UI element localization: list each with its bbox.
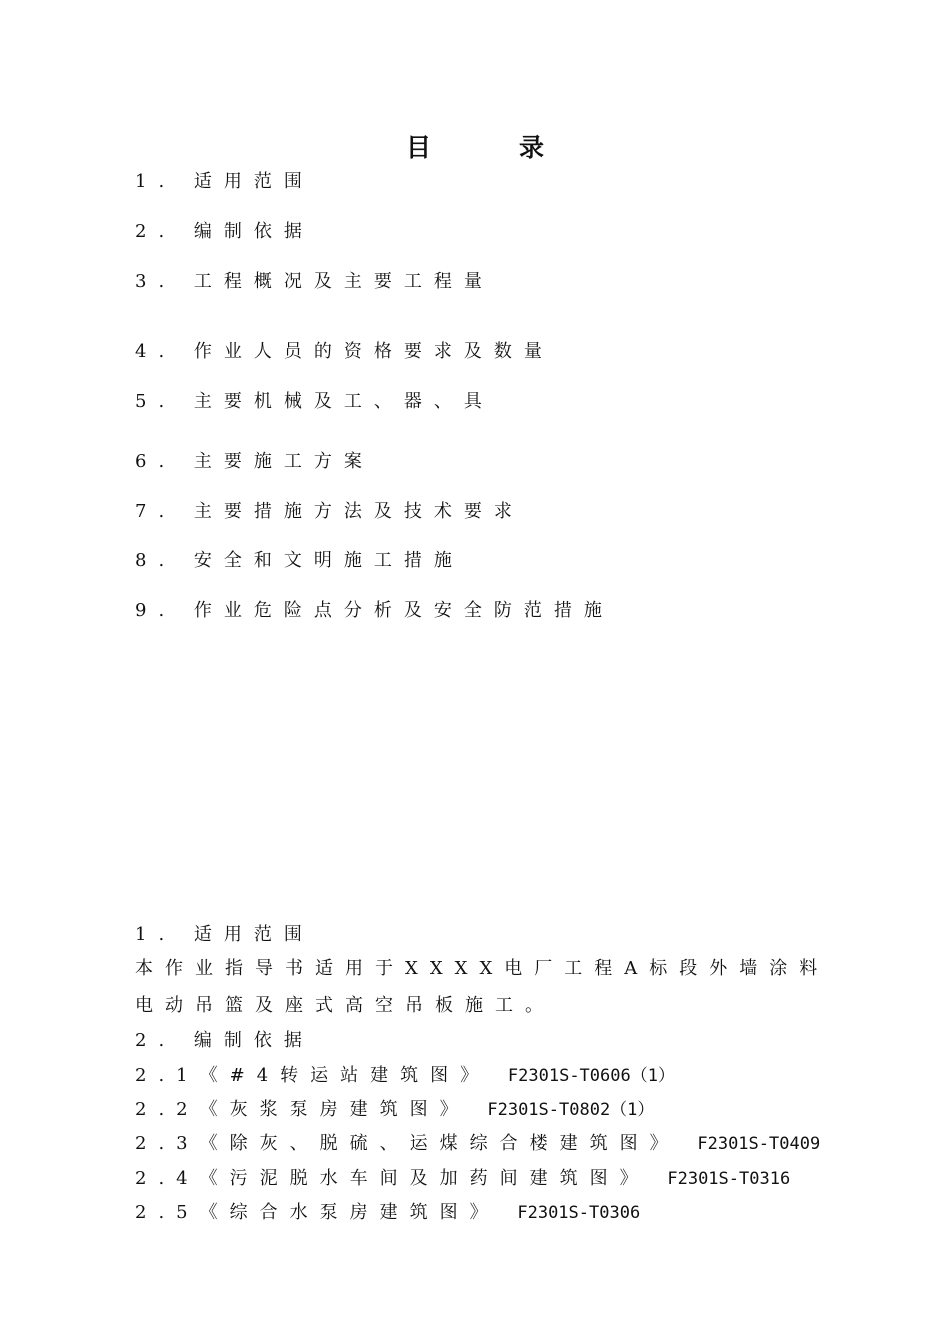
toc-item-machinery: 5. 主要机械及工、器、具 (135, 391, 494, 412)
reference-code: F2301S-T0316 (667, 1169, 791, 1189)
reference-item (135, 1201, 640, 1225)
toc-item-construction-plan: 6. 主要施工方案 (135, 451, 374, 472)
toc-title: 目录 (405, 133, 632, 162)
toc-item-hazard-analysis: 9. 作业危险点分析及安全防范措施 (135, 600, 614, 621)
reference-code: F2301S-T0409 (697, 1134, 821, 1154)
reference-item (135, 1167, 790, 1191)
toc-item-personnel: 4. 作业人员的资格要求及数量 (135, 341, 554, 362)
reference-title: 2.1《#4转运站建筑图》 (135, 1065, 491, 1086)
reference-code: F2301S-T0306 (517, 1203, 641, 1223)
reference-code: F2301S-T0606（1） (507, 1066, 675, 1086)
reference-item (135, 1132, 820, 1156)
reference-title: 2.3《除灰、脱硫、运煤综合楼建筑图》 (135, 1133, 680, 1154)
toc-item-methods: 7. 主要措施方法及技术要求 (135, 501, 524, 522)
reference-code: F2301S-T0802（1） (487, 1100, 655, 1120)
section-heading-scope: 1. 适用范围 (135, 924, 314, 945)
toc-item-basis: 2. 编制依据 (135, 221, 314, 242)
reference-title: 2.5《综合水泵房建筑图》 (135, 1202, 500, 1223)
reference-item (135, 1098, 654, 1122)
scope-paragraph-line: 本作业指导书适用于XXXX电厂工程A标段外墙涂料 (135, 958, 830, 979)
toc-item-scope: 1. 适用范围 (135, 171, 314, 192)
section-heading-basis: 2. 编制依据 (135, 1030, 314, 1051)
toc-item-safety: 8. 安全和文明施工措施 (135, 550, 464, 571)
reference-item (135, 1064, 675, 1088)
reference-title: 2.4《污泥脱水车间及加药间建筑图》 (135, 1168, 650, 1189)
reference-title: 2.2《灰浆泵房建筑图》 (135, 1099, 470, 1120)
scope-paragraph-line: 电动吊篮及座式高空吊板施工。 (135, 995, 555, 1016)
toc-item-overview: 3. 工程概况及主要工程量 (135, 271, 494, 292)
